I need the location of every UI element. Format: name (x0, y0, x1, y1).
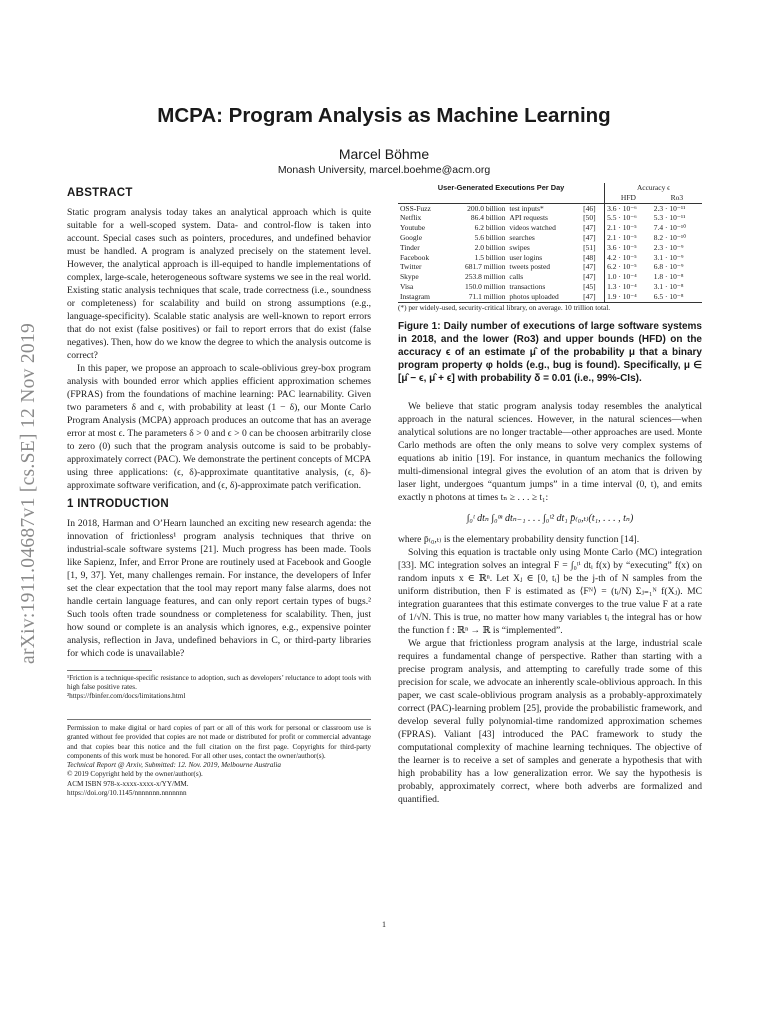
table-cell-hfd: 6.2 · 10⁻⁵ (605, 262, 652, 272)
table-cell-system: OSS-Fuzz (400, 203, 431, 213)
table-cell-ro3: 3.1 · 10⁻⁸ (653, 281, 684, 291)
table-cell-ro3: 2.3 · 10⁻¹¹ (653, 203, 686, 213)
table-row (398, 243, 702, 253)
author-affiliation: Monash University, marcel.boehme@acm.org (277, 164, 491, 176)
table-cell-system: Tinder (400, 242, 420, 252)
abstract-heading: ABSTRACT (67, 187, 133, 199)
table-cell-amount: 681.7 million (465, 262, 506, 272)
abstract-paragraph-2: In this paper, we propose an approach to scale-oblivious grey-box program analysis with bounded error which applies efficient approximation schemes (FPRAS) from the foundations of machine learning: PAC learnability. Given two parameters δ and ϵ, with probability at least (1 − δ), our Monte Carlo Program Analysis (MCPA) approach produces an outcome that has an average error at most ϵ. The parameters δ > 0 and ϵ > 0 can be choosen arbitrarily close to zero (0) such that the program analysis outcome is said to be probably-approximately correct (PAC). We demonstrate the pertinent concepts of MCPA using three applications: (ϵ, δ)-approximate quantitative analysis, (ϵ, δ)-approximate software verification, and (ϵ, δ)-approximate patch verification. (67, 363, 371, 491)
table-cell-amount: 6.2 billion (474, 223, 506, 233)
table-cell-ro3: 7.4 · 10⁻¹⁰ (653, 223, 687, 233)
table-cell-system: Instagram (398, 292, 446, 302)
table-cell-reference: [47] (583, 223, 596, 233)
table-cell-execution-type: swipes (509, 242, 530, 252)
table-cell-ro3: 6.8 · 10⁻⁹ (653, 262, 684, 272)
abstract-paragraph-1: Static program analysis today takes an analytical approach which is quite suitable for a well-scoped system. Data- and control-flow is taken into account. Special cases such as pointers, procedures, and undefined behavior must be handled. A program is analyzed precisely on the statement level. However, the analytical approach is ill-equiped to handle implementations of complex, large-scale, heterogeneous software systems we see in the real world. Existing static analysis techniques that scale, trade correctness (i.e., soundness or completeness) for scalability and build on strong assumptions (e.g., language-specificity). Scalable static analysis are well-known to report errors that do not exist (false positives) or fail to report errors that do exist (false negatives). Then, how do we know the degree to which the analysis outcome is correct? (67, 207, 371, 361)
body-paragraph-4: We argue that frictionless program analysis at the large, industrial scale requires a fundamental change of perspective. Rather than starting with a precise program analysis, and attempting to carefully trade some of this precision for scale, we advocate an inherently scale-oblivious approach. In this paper, we cast scale-oblivious program analysis as a probably-approximately correct (PAC)-learning problem [25], provide the probabilistic framework, and develop several fully polynomial-time randomized approximation schemes (FPRAS). Valiant [43] introduced the PAC framework to study the computational complexity of machine learning techniques. The objective of the learner is to receive a set of samples and generate a hypothesis that with high probability has a low generalization error. We say the hypothesis is probably, approximately correct, where both adverbs are formalized and quantified. (398, 637, 702, 805)
footnote-1: ¹Friction is a technique-specific resistance to adoption, such as developers’ reluctance to adopt tools with high false positive rates. (67, 674, 371, 691)
doi-link[interactable]: https://doi.org/10.1145/nnnnnnn.nnnnnnn (67, 789, 187, 798)
footnotes (67, 674, 371, 701)
table-cell-hfd: 1.3 · 10⁻⁴ (605, 282, 652, 292)
table-header-row (398, 183, 702, 193)
table-cell-reference: [51] (583, 242, 596, 252)
table-cell-reference: [50] (583, 213, 596, 223)
table-cell-reference: [45] (583, 281, 596, 291)
executions-table (398, 183, 702, 303)
table-cell-ro3: 8.2 · 10⁻¹⁰ (653, 232, 687, 242)
table-cell-hfd: 3.6 · 10⁻⁵ (605, 243, 652, 253)
author-name: Marcel Böhme (338, 146, 430, 162)
table-cell-ro3: 3.1 · 10⁻⁹ (653, 252, 684, 262)
table-cell-system: Visa (400, 281, 414, 291)
page-number: 1 (382, 920, 386, 929)
table-header-executions: User-Generated Executions Per Day (437, 183, 565, 192)
body-paragraph-3: Solving this equation is tractable only using Monte Carlo (MC) integration [33]. MC integration solves an integral F = ∫₀ᵗⁱ dtᵢ f(x) by “executing” f(x) on random inputs x ∈ ℝⁿ. Let Xⱼ ∈ [0, tᵢ] be the j-th of N samples from the uniform distribution, then F is estimated as ⟨Fᴺ⟩ = (tᵢ/N) Σⱼ₌₁ᴺ f(Xⱼ). MC integration guarantees that this estimate converges to the true value F at a rate of 1/√N. This is true, no matter how many variables tᵢ the integral has or how the function f : ℝⁿ → ℝ is “implemented”. (398, 546, 702, 636)
table-cell-execution-type: user logins (509, 252, 543, 262)
table-cell-execution-type: photos uploaded (507, 292, 581, 302)
table-row (398, 253, 702, 263)
table-note: (*) per widely-used, security-critical library, on average. 10 trillion total. (398, 302, 611, 312)
table-cell-amount: 5.6 billion (474, 232, 506, 242)
table-cell-ro3: 1.8 · 10⁻⁸ (653, 272, 684, 282)
table-cell-hfd: 5.5 · 10⁻⁶ (605, 213, 652, 223)
table-cell-amount: 2.0 billion (474, 242, 506, 252)
table-subheader-row (398, 193, 702, 203)
table-cell-ro3: 2.3 · 10⁻⁹ (653, 242, 684, 252)
table-cell-system: Google (400, 232, 423, 242)
copyright-line: © 2019 Copyright held by the owner/author(s). (67, 770, 203, 779)
table-cell-hfd: 4.2 · 10⁻⁵ (605, 253, 652, 263)
table-cell-system: Skype (400, 272, 419, 282)
table-cell-amount: 86.4 billion (470, 213, 506, 223)
body-paragraph-1: We believe that static program analysis today resembles the analytical approach in the natural sciences. However, in the natural sciences—when analytical solutions are no longer tractable—other approaches are used. Monte Carlo methods are often the only means to solve very complex systems of equations ab initio [19]. For instance, in quantum mechanics the following multi-dimensional integral gives the evolution of an atom that is driven by laser light, undergoes “quantum jumps” in a time interval (0, t), and emits exactly n photons at times tₙ ≥ . . . ≥ t₁: (398, 400, 702, 503)
footnote-2: ²https://fbinfer.com/docs/limitations.html (67, 692, 186, 700)
table-cell-hfd: 1.9 · 10⁻⁴ (605, 292, 652, 302)
table-cell-reference: [47] (583, 272, 596, 282)
paper-title: MCPA: Program Analysis as Machine Learning (157, 104, 611, 127)
table-cell-amount: 200.0 billion (467, 203, 506, 213)
table-row (398, 272, 702, 282)
table-row (398, 262, 702, 272)
body-paragraph-2: where p̄₍₀,ₜ₎ is the elementary probability density function [14]. (398, 533, 640, 545)
table-row (398, 213, 702, 223)
table-row (398, 223, 702, 233)
table-cell-execution-type: test inputs* (509, 203, 544, 213)
table-cell-system: Facebook (400, 252, 430, 262)
table-cell-system: Netflix (400, 213, 422, 223)
table-cell-reference: [46] (583, 203, 596, 213)
table-cell-ro3: 6.5 · 10⁻⁸ (652, 292, 702, 302)
table-cell-ro3: 5.3 · 10⁻¹¹ (653, 213, 686, 223)
isbn-line: ACM ISBN 978-x-xxxx-xxxx-x/YY/MM. (67, 779, 189, 788)
permission-text: Permission to make digital or hard copies of part or all of this work for personal or classroom use is granted without fee provided that copies are not made or distributed for profit or commercial advantage and that copies bear this notice and the full citation on the first page. Copyrights for third-party components of this work must be honored. For all other uses, contact the owner/author(s). (67, 724, 371, 760)
report-info: Technical Report @ Arxiv, Submitted: 12. Nov. 2019, Melbourne Australia (67, 761, 282, 770)
table-cell-amount: 253.8 million (465, 272, 506, 282)
table-cell-amount: 71.1 million (446, 292, 507, 302)
table-cell-amount: 150.0 million (465, 281, 506, 291)
table-header-accuracy: Accuracy ϵ (605, 183, 702, 193)
table-cell-hfd: 1.0 · 10⁻⁴ (605, 272, 652, 282)
table-row (398, 203, 702, 213)
table-cell-execution-type: searches (509, 232, 535, 242)
table-cell-reference: [47] (583, 232, 596, 242)
table-cell-execution-type: calls (509, 272, 524, 282)
table-cell-execution-type: videos watched (509, 223, 556, 233)
left-column (67, 187, 371, 798)
table-cell-reference: [48] (583, 252, 596, 262)
table-subheader-hfd: HFD (605, 193, 652, 203)
arxiv-stamp: arXiv:1911.04687v1 [cs.SE] 12 Nov 2019 (18, 322, 39, 664)
table-row (398, 292, 702, 302)
table-cell-hfd: 2.1 · 10⁻⁵ (605, 223, 652, 233)
table-cell-system: Twitter (400, 262, 422, 272)
figure-caption: Figure 1: Daily number of executions of large software systems in 2018, and the lower (Ro3) and upper bounds (HFD) on the accuracy ϵ of an estimate μ̂ of the probability μ that a binary program property φ holds (e.g., bug is found). Specifically, μ ∈ [μ̂ − ϵ, μ̂ + ϵ] with probability δ = 0.01 (i.e., 99%-CIs). (398, 320, 702, 385)
table-cell-amount: 1.5 billion (474, 252, 506, 262)
table-cell-execution-type: tweets posted (509, 262, 551, 272)
table-cell-reference: [47] (581, 292, 604, 302)
table-cell-reference: [47] (583, 262, 596, 272)
table-cell-execution-type: API requests (509, 213, 548, 223)
table-cell-hfd: 2.1 · 10⁻⁵ (605, 233, 652, 243)
table-cell-hfd: 3.6 · 10⁻⁶ (605, 203, 652, 213)
introduction-paragraph-1: In 2018, Harman and O’Hearn launched an exciting new research agenda: the innovation of frictionless¹ program analysis techniques that thrive on industrial-scale software systems [21]. Much progress has been made. Tools like Sapienz, Infer, and Error Prone are routinely used at Facebook and Google [1, 9, 37]. Yet, many challenges remain. For instance, the developers of Infer set the clear expectation that the tool may report many false alarms, does not handle certain language features, and can only report certain types of bugs.² Such tools often trade soundness or completeness for scalability. Then, just how sound or complete is an analysis which ignores, e.g., expensive pointer analysis, reflection in Java, undefined behaviors in C, or third-party libraries for which code is unavailable? (67, 518, 371, 659)
introduction-heading: 1 INTRODUCTION (67, 498, 169, 510)
table-row (398, 233, 702, 243)
table-cell-system: Youtube (400, 223, 426, 233)
table-subheader-ro3: Ro3 (652, 193, 702, 203)
right-column (398, 183, 702, 806)
permission-block (67, 719, 371, 798)
table-row (398, 282, 702, 292)
integral-equation: ∫₀ᵗ dtₙ ∫₀ᵗⁿ dtₙ₋₁ . . . ∫₀ᵗ² dt₁ p̄₍₀,ₜ₎(t₁, . . . , tₙ) (466, 512, 634, 524)
table-cell-execution-type: transactions (509, 281, 546, 291)
